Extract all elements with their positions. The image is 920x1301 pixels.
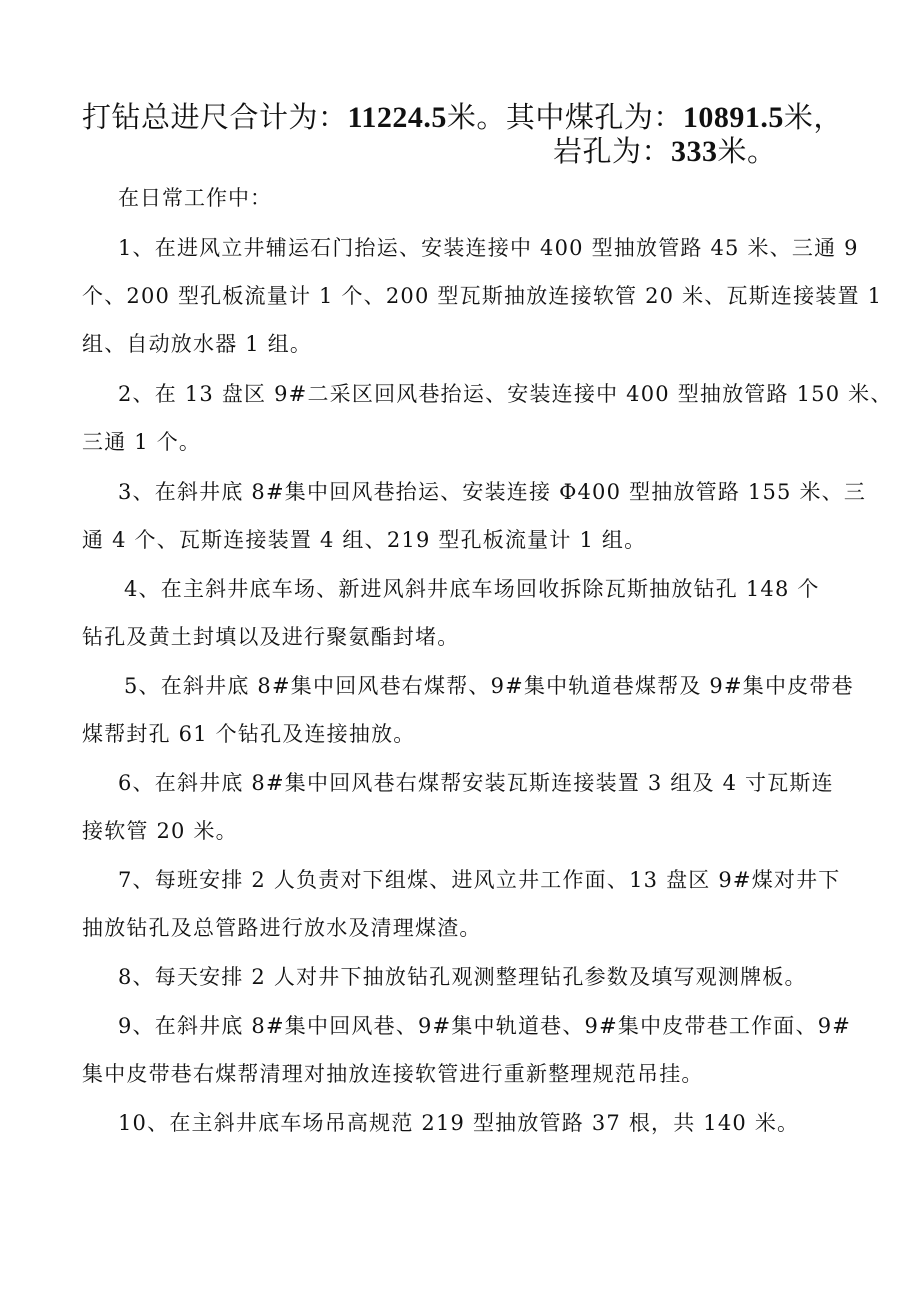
work-item-line: 通 4 个、瓦斯连接装置 4 组、219 型孔板流量计 1 组。	[82, 528, 647, 552]
summary-total-label: 打钻总进尺合计为：	[82, 100, 348, 134]
summary-rock-label: 岩孔为：	[553, 134, 672, 168]
work-item-10	[82, 1099, 852, 1147]
summary-coal-value: 10891.5	[682, 101, 784, 134]
work-item-line: 钻孔及黄土封填以及进行聚氨酯封堵。	[82, 625, 460, 649]
work-item-2	[82, 370, 893, 466]
summary-rock-value: 333	[671, 135, 718, 168]
work-item-line: 接软管 20 米。	[82, 819, 238, 843]
work-item-6	[82, 759, 852, 855]
work-item-8	[82, 953, 852, 1001]
work-item-line: 2、在 13 盘区 9#二采区回风巷抬运、安装连接中 400 型抽放管路 150 米、	[118, 382, 893, 406]
work-item-line: 三通 1 个。	[82, 430, 202, 454]
summary-headline-line-2	[553, 129, 853, 174]
work-item-line: 煤帮封孔 61 个钻孔及连接抽放。	[82, 722, 416, 746]
work-item-9	[82, 1002, 852, 1098]
work-item-line: 抽放钻孔及总管路进行放水及清理煤渣。	[82, 916, 482, 940]
work-item-line: 10、在主斜井底车场吊高规范 219 型抽放管路 37 根，共 140 米。	[118, 1111, 800, 1135]
work-item-7	[82, 856, 852, 952]
summary-line1-suffix: 米，	[783, 100, 843, 134]
work-item-line: 1、在进风立井辅运石门抬运、安装连接中 400 型抽放管路 45 米、三通 9	[118, 236, 859, 260]
work-item-line: 个、200 型孔板流量计 1 个、200 型瓦斯抽放连接软管 20 米、瓦斯连接装置 1	[82, 284, 883, 308]
summary-line2-suffix: 米。	[717, 134, 777, 168]
work-item-line: 6、在斜井底 8#集中回风巷右煤帮安装瓦斯连接装置 3 组及 4 寸瓦斯连	[118, 771, 834, 795]
work-item-line: 4、在主斜井底车场、新进风斜井底车场回收拆除瓦斯抽放钻孔 148 个	[124, 577, 820, 601]
summary-total-value: 11224.5	[347, 101, 447, 134]
intro-text: 在日常工作中：	[118, 186, 272, 210]
work-item-line: 集中皮带巷右煤帮清理对抽放连接软管进行重新整理规范吊挂。	[82, 1062, 704, 1086]
work-item-line: 3、在斜井底 8#集中回风巷抬运、安装连接 Φ400 型抽放管路 155 米、三	[118, 480, 867, 504]
work-item-1	[82, 224, 883, 368]
work-item-5	[82, 662, 858, 758]
work-item-line: 5、在斜井底 8#集中回风巷右煤帮、9#集中轨道巷煤帮及 9#集中皮带巷	[124, 674, 854, 698]
work-item-line: 组、自动放水器 1 组。	[82, 332, 313, 356]
work-item-line: 8、每天安排 2 人对井下抽放钻孔观测整理钻孔参数及填写观测牌板。	[118, 965, 807, 989]
summary-coal-label: 米。其中煤孔为：	[446, 100, 683, 134]
work-item-4	[82, 565, 858, 661]
work-item-3	[82, 468, 867, 564]
work-item-line: 7、每班安排 2 人负责对下组煤、进风立井工作面、13 盘区 9#煤对井下	[118, 868, 841, 892]
work-item-line: 9、在斜井底 8#集中回风巷、9#集中轨道巷、9#集中皮带巷工作面、9#	[118, 1014, 852, 1038]
